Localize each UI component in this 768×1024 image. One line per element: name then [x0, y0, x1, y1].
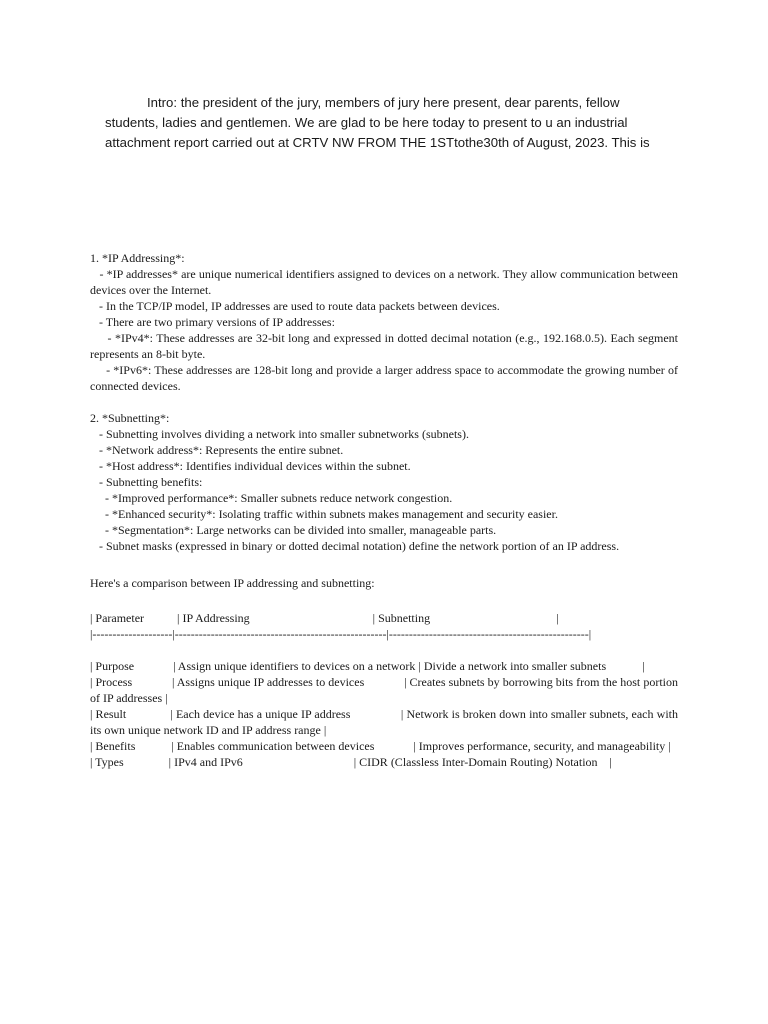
ip-bullet-2: - In the TCP/IP model, IP addresses are used to route data packets between devices. — [90, 299, 500, 313]
comparison-intro: Here's a comparison between IP addressing and subnetting: — [90, 576, 375, 590]
ip-bullet-3: - There are two primary versions of IP addresses: — [90, 315, 335, 329]
spacer — [90, 591, 678, 610]
table-row: | Purpose | Assign unique identifiers to devices on a network | Divide a network into smaller subnets | — [90, 659, 645, 673]
table-header-row: | Parameter | IP Addressing | Subnetting | — [90, 611, 559, 625]
spacer — [90, 554, 678, 575]
subnet-line: - *Host address*: Identifies individual devices within the subnet. — [90, 459, 411, 473]
ip-bullet-1: - *IP addresses* are unique numerical identifiers assigned to devices on a network. They allow communication between devices over the Internet. — [90, 267, 681, 297]
document-body — [90, 250, 681, 770]
subnet-line: - Subnet masks (expressed in binary or dotted decimal notation) define the network portion of an IP address. — [90, 539, 620, 553]
subnet-line: - Subnetting benefits: — [90, 475, 203, 489]
ip-heading: 1. *IP Addressing*: — [90, 251, 185, 265]
table-separator-row: |--------------------|-----------------------------------------------------|--------------------------------------------------| — [90, 627, 592, 641]
ipv6-item: - *IPv6*: These addresses are 128-bit long and provide a larger address space to accommodate the growing number of connected devices. — [90, 363, 681, 393]
table-row: | Benefits | Enables communication between devices | Improves performance, security, and manageability | — [90, 739, 671, 753]
subnet-line: - *Enhanced security*: Isolating traffic within subnets makes management and security easier. — [90, 507, 558, 521]
ipv4-item: - *IPv4*: These addresses are 32-bit long and expressed in dotted decimal notation (e.g., 192.168.0.5). Each segment represents an 8-bit byte. — [90, 331, 681, 361]
spacer — [90, 394, 678, 410]
subnet-line: - *Segmentation*: Large networks can be divided into smaller, manageable parts. — [90, 523, 497, 537]
intro-paragraph: Intro: the president of the jury, members of jury here present, dear parents, fellow students, ladies and gentlemen. We are glad to be here today to present to u an industrial attachment report carried out at CRTV NW FROM THE 1STtothe30th of August, 2023. This is — [105, 95, 650, 150]
table-row: | Types | IPv4 and IPv6 | CIDR (Classless Inter-Domain Routing) Notation | — [90, 755, 612, 769]
spacer — [90, 642, 678, 658]
subnet-line: - *Improved performance*: Smaller subnets reduce network congestion. — [90, 491, 453, 505]
subnet-line: - Subnetting involves dividing a network into smaller subnetworks (subnets). — [90, 427, 469, 441]
table-row: | Process | Assigns unique IP addresses to devices | Creates subnets by borrowing bits from the host portion of IP addresses | — [90, 675, 681, 705]
subnet-heading: 2. *Subnetting*: — [90, 411, 170, 425]
table-row: | Result | Each device has a unique IP address | Network is broken down into smaller subnets, each with its own unique network ID and IP address range | — [90, 707, 681, 737]
subnet-line: - *Network address*: Represents the entire subnet. — [90, 443, 344, 457]
